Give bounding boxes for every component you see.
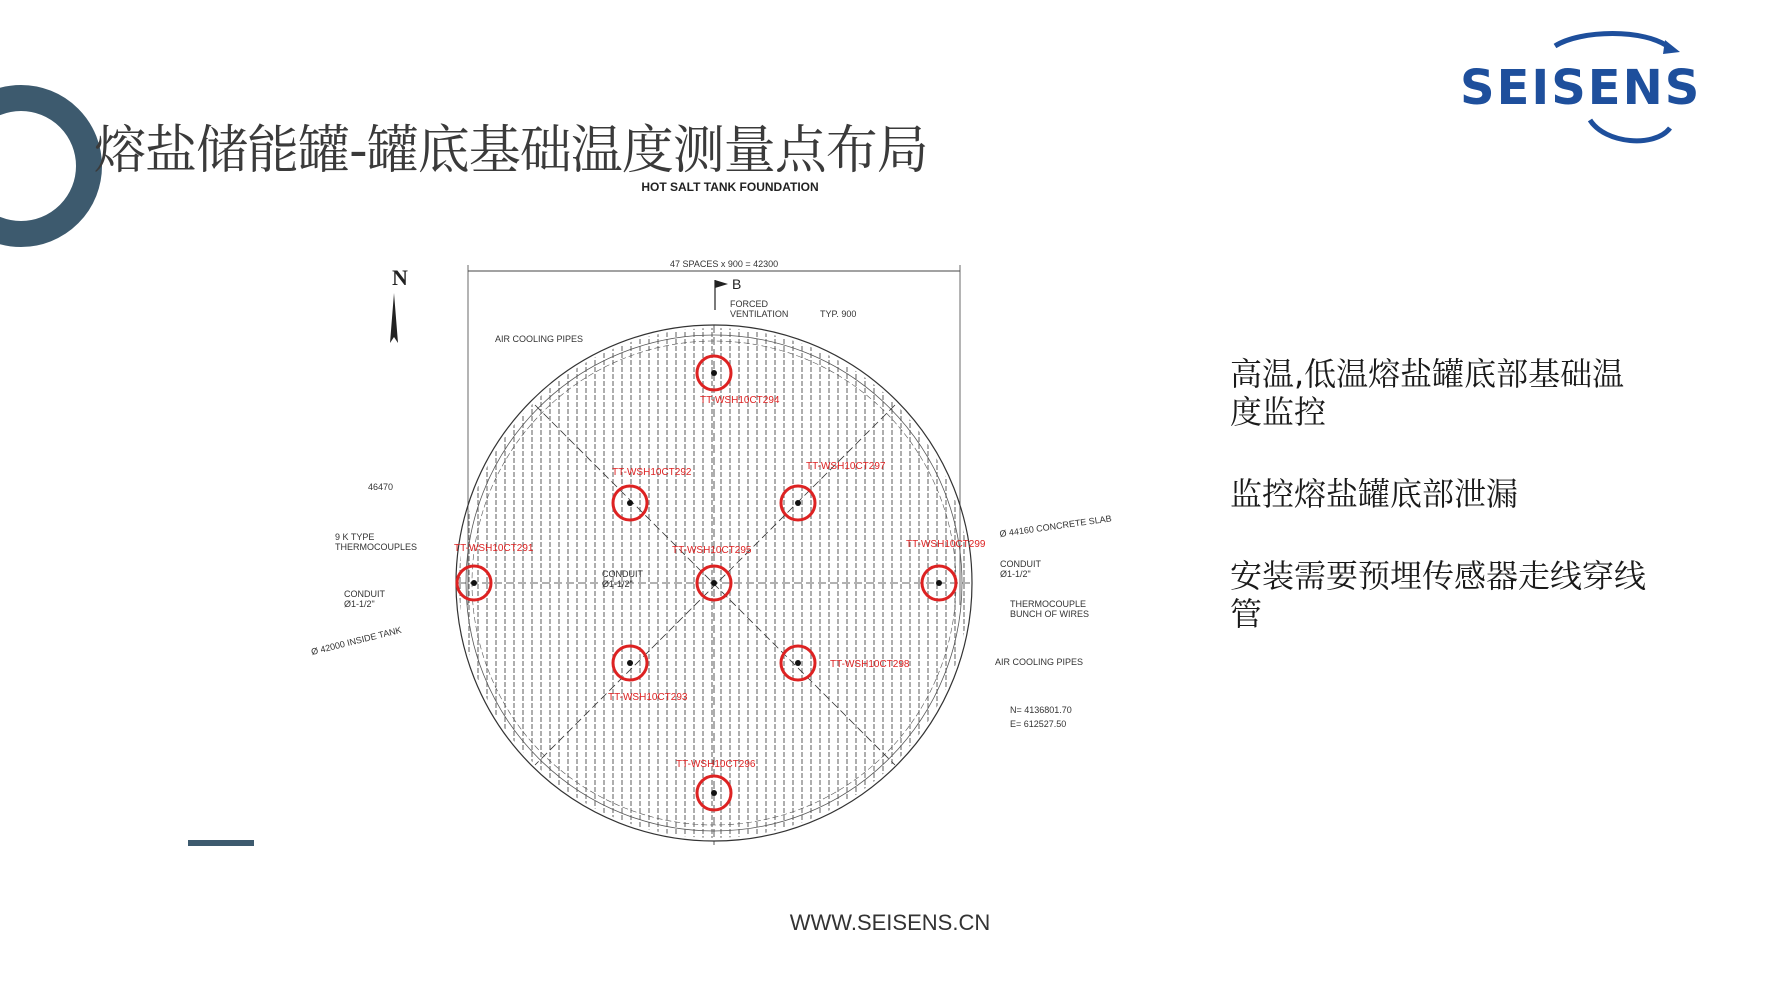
sensor-right: [906, 539, 986, 600]
sensor-label-upper-left: TT-WSH10CT292: [612, 467, 692, 478]
tank-foundation-diagram: [310, 255, 1113, 855]
logo-text: SEISENS: [1460, 60, 1702, 116]
sensor-label-top: TT-WSH10CT294: [700, 395, 780, 406]
sensor-label-right: TT-WSH10CT299: [906, 539, 986, 550]
coords-n-label: N= 4136801.70: [1010, 705, 1072, 715]
concrete-slab-label: Ø 44160 CONCRETE SLAB: [998, 513, 1113, 539]
decorative-circle: [0, 85, 102, 247]
footer-website[interactable]: WWW.SEISENS.CN: [789, 910, 991, 935]
bunch-of-wires-label: THERMOCOUPLE BUNCH OF WIRES: [1010, 599, 1090, 619]
sensor-lower-right: [781, 646, 910, 680]
sensor-label-lower-right: TT-WSH10CT298: [830, 659, 910, 670]
bullet-item: 安装需要预埋传感器走线穿线管: [1230, 557, 1647, 633]
bullet-item: 高温,低温熔盐罐底部基础温度监控: [1230, 355, 1625, 431]
section-marker: B: [732, 276, 742, 292]
forced-ventilation-label: FORCED VENTILATION: [730, 299, 789, 319]
sensor-label-center: TT-WSH10CT295: [672, 545, 752, 556]
air-cooling-pipes-top-label: AIR COOLING PIPES: [495, 334, 584, 344]
coords-e-label: E= 612527.50: [1010, 719, 1067, 729]
bullet-item: 监控熔盐罐底部泄漏: [1230, 475, 1519, 513]
air-cooling-pipes-right-label: AIR COOLING PIPES: [995, 657, 1084, 667]
sensor-label-upper-right: TT-WSH10CT297: [806, 461, 886, 472]
thermocouples-left-label: 9 K TYPE THERMOCOUPLES: [335, 532, 418, 552]
north-label: N: [392, 265, 408, 290]
sensor-label-lower-left: TT-WSH10CT293: [608, 692, 688, 703]
dimension-top-label: 47 SPACES x 900 = 42300: [670, 259, 779, 269]
bullet-list: [1230, 355, 1650, 677]
sensor-upper-right: [781, 461, 886, 520]
conduit-left-label: CONDUIT Ø1-1/2": [344, 589, 385, 609]
inside-tank-label: Ø 42000 INSIDE TANK: [310, 624, 403, 657]
accent-bar: [188, 840, 254, 846]
north-arrow-icon: [390, 293, 398, 343]
dim-46470-label: 46470: [368, 482, 394, 492]
conduit-right-label: CONDUIT Ø1-1/2": [1000, 559, 1041, 579]
page-title: 熔盐储能罐-罐底基础温度测量点布局: [94, 121, 928, 181]
sensor-bottom: [676, 759, 756, 810]
sensor-label-bottom: TT-WSH10CT296: [676, 759, 756, 770]
typ-label: TYP. 900: [820, 309, 857, 319]
conduit-center-label: CONDUIT Ø1-1/2": [602, 569, 643, 589]
sensor-label-left: TT-WSH10CT291: [454, 543, 534, 554]
diagram-title: HOT SALT TANK FOUNDATION: [641, 180, 819, 194]
brand-logo: [1460, 28, 1720, 148]
